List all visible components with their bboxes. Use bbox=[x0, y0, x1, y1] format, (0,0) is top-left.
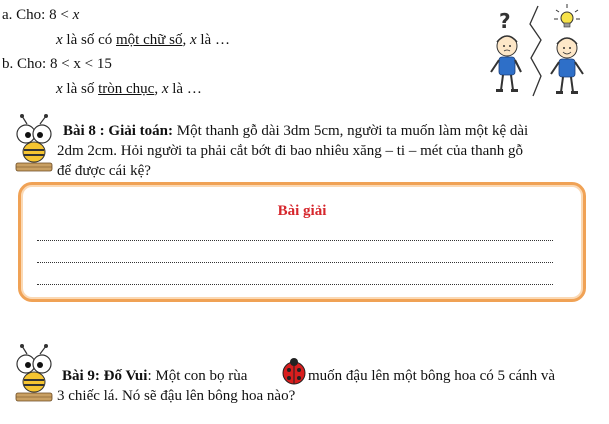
bai9-line1 bbox=[62, 366, 247, 386]
part-a-l2-var: x bbox=[56, 32, 63, 48]
part-a-line2 bbox=[56, 30, 230, 50]
lightbulb-icon bbox=[554, 4, 580, 27]
ladybug-icon bbox=[280, 356, 308, 386]
part-b-line1 bbox=[2, 54, 112, 74]
kid-right bbox=[551, 38, 583, 94]
part-a-num: 8 bbox=[49, 7, 57, 23]
part-b-l2-sep: , bbox=[154, 81, 162, 97]
answer-box bbox=[18, 182, 586, 302]
part-a-l2-end: là … bbox=[196, 32, 230, 48]
bai9-title: Bài 9: Đố Vui bbox=[62, 368, 148, 384]
part-a-line1 bbox=[2, 5, 79, 25]
part-b-l2-var: x bbox=[56, 81, 63, 97]
kids-thinking-icon bbox=[485, 2, 595, 98]
bai8-line1 bbox=[63, 121, 528, 141]
part-b-expr: 8 < x < 15 bbox=[49, 56, 112, 72]
bai8-title: Bài 8 : Giải toán: bbox=[63, 123, 174, 139]
part-a-label: a. Cho: bbox=[2, 7, 46, 23]
part-b-line2 bbox=[56, 79, 202, 99]
bai8-text1: Một thanh gỗ dài 3dm 5cm, người ta muốn làm một kệ dài bbox=[173, 123, 529, 139]
part-a-l2-mid: là số có bbox=[62, 32, 116, 48]
part-a-l2-var2: x bbox=[189, 32, 197, 48]
bai8-line2: 2dm 2cm. Hỏi người ta phải cắt bớt đi bao nhiêu xăng – ti – mét của thanh gỗ bbox=[57, 143, 523, 159]
part-b-l2-end: là … bbox=[168, 81, 202, 97]
part-b-l2-mid: là số bbox=[62, 81, 99, 97]
part-a-l2-sep: , bbox=[182, 32, 190, 48]
bee-mascot-icon bbox=[10, 344, 60, 404]
bai9-text1b: muốn đậu lên một bông hoa có 5 cánh và bbox=[308, 368, 556, 384]
kid-left bbox=[491, 36, 521, 92]
bai8-line3: để được cái kệ? bbox=[57, 163, 151, 179]
answer-box-title: Bài giải bbox=[277, 203, 327, 219]
part-a-var: x bbox=[72, 7, 80, 23]
bee-mascot-icon bbox=[10, 114, 60, 174]
answer-line-2[interactable] bbox=[37, 262, 553, 263]
question-mark: ? bbox=[499, 9, 511, 33]
bai9-line2: 3 chiếc lá. Nó sẽ đậu lên bông hoa nào? bbox=[57, 388, 296, 404]
part-b-l2-underline: tròn chục bbox=[98, 81, 155, 97]
bai9-text1a: : Một con bọ rùa bbox=[147, 368, 248, 384]
answer-line-3[interactable] bbox=[37, 284, 553, 285]
part-b-l2-var2: x bbox=[161, 81, 169, 97]
part-a-op: < bbox=[60, 7, 69, 23]
part-a-l2-underline: một chữ số bbox=[116, 32, 183, 48]
answer-line-1[interactable] bbox=[37, 240, 553, 241]
part-b-label: b. Cho: bbox=[2, 56, 47, 72]
